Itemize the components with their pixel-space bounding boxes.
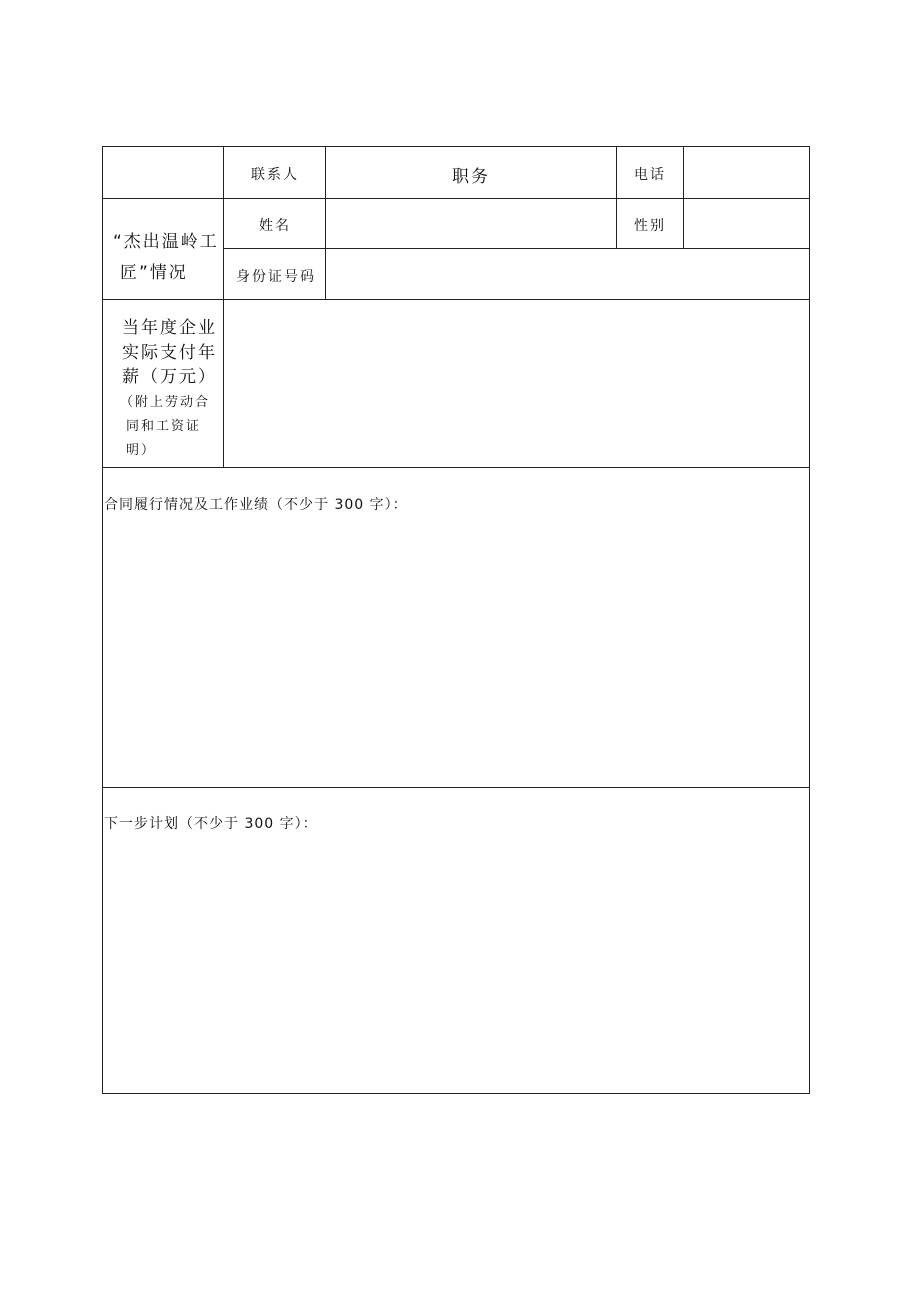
gender-label: 性别 — [634, 218, 666, 234]
salary-label-line1: 当年度企业 — [122, 318, 217, 338]
name-field[interactable] — [326, 199, 616, 248]
table-bottom-border — [102, 1093, 810, 1094]
position-label: 职务 — [452, 167, 490, 187]
plan-prompt: 下一步计划（不少于 300 字）： — [104, 816, 318, 832]
craftsman-label-line2: 匠”情况 — [120, 263, 188, 283]
gender-field[interactable] — [684, 199, 809, 248]
salary-field[interactable] — [224, 300, 809, 467]
col-divider-c — [616, 146, 617, 249]
craftsman-label-line1: “杰出温岭工 — [113, 232, 219, 252]
performance-field[interactable] — [103, 468, 809, 787]
salary-note-line1: （附上劳动合 — [120, 395, 211, 410]
phone-field[interactable] — [684, 147, 809, 198]
table-right-border — [809, 146, 810, 1094]
salary-label-line2: 实际支付年 — [122, 343, 217, 363]
id-number-label: 身份证号码 — [236, 269, 316, 285]
plan-field[interactable] — [103, 788, 809, 1093]
phone-label: 电话 — [634, 167, 666, 183]
salary-note-line3: 明） — [126, 443, 157, 458]
contact-label: 联系人 — [251, 167, 299, 183]
performance-prompt: 合同履行情况及工作业绩（不少于 300 字）： — [104, 497, 408, 513]
salary-label-line3: 薪（万元） — [122, 367, 217, 387]
name-label: 姓名 — [259, 218, 291, 234]
blank-header-cell[interactable] — [103, 147, 223, 198]
salary-note-line2: 同和工资证 — [126, 419, 202, 434]
id-number-field[interactable] — [326, 249, 809, 299]
